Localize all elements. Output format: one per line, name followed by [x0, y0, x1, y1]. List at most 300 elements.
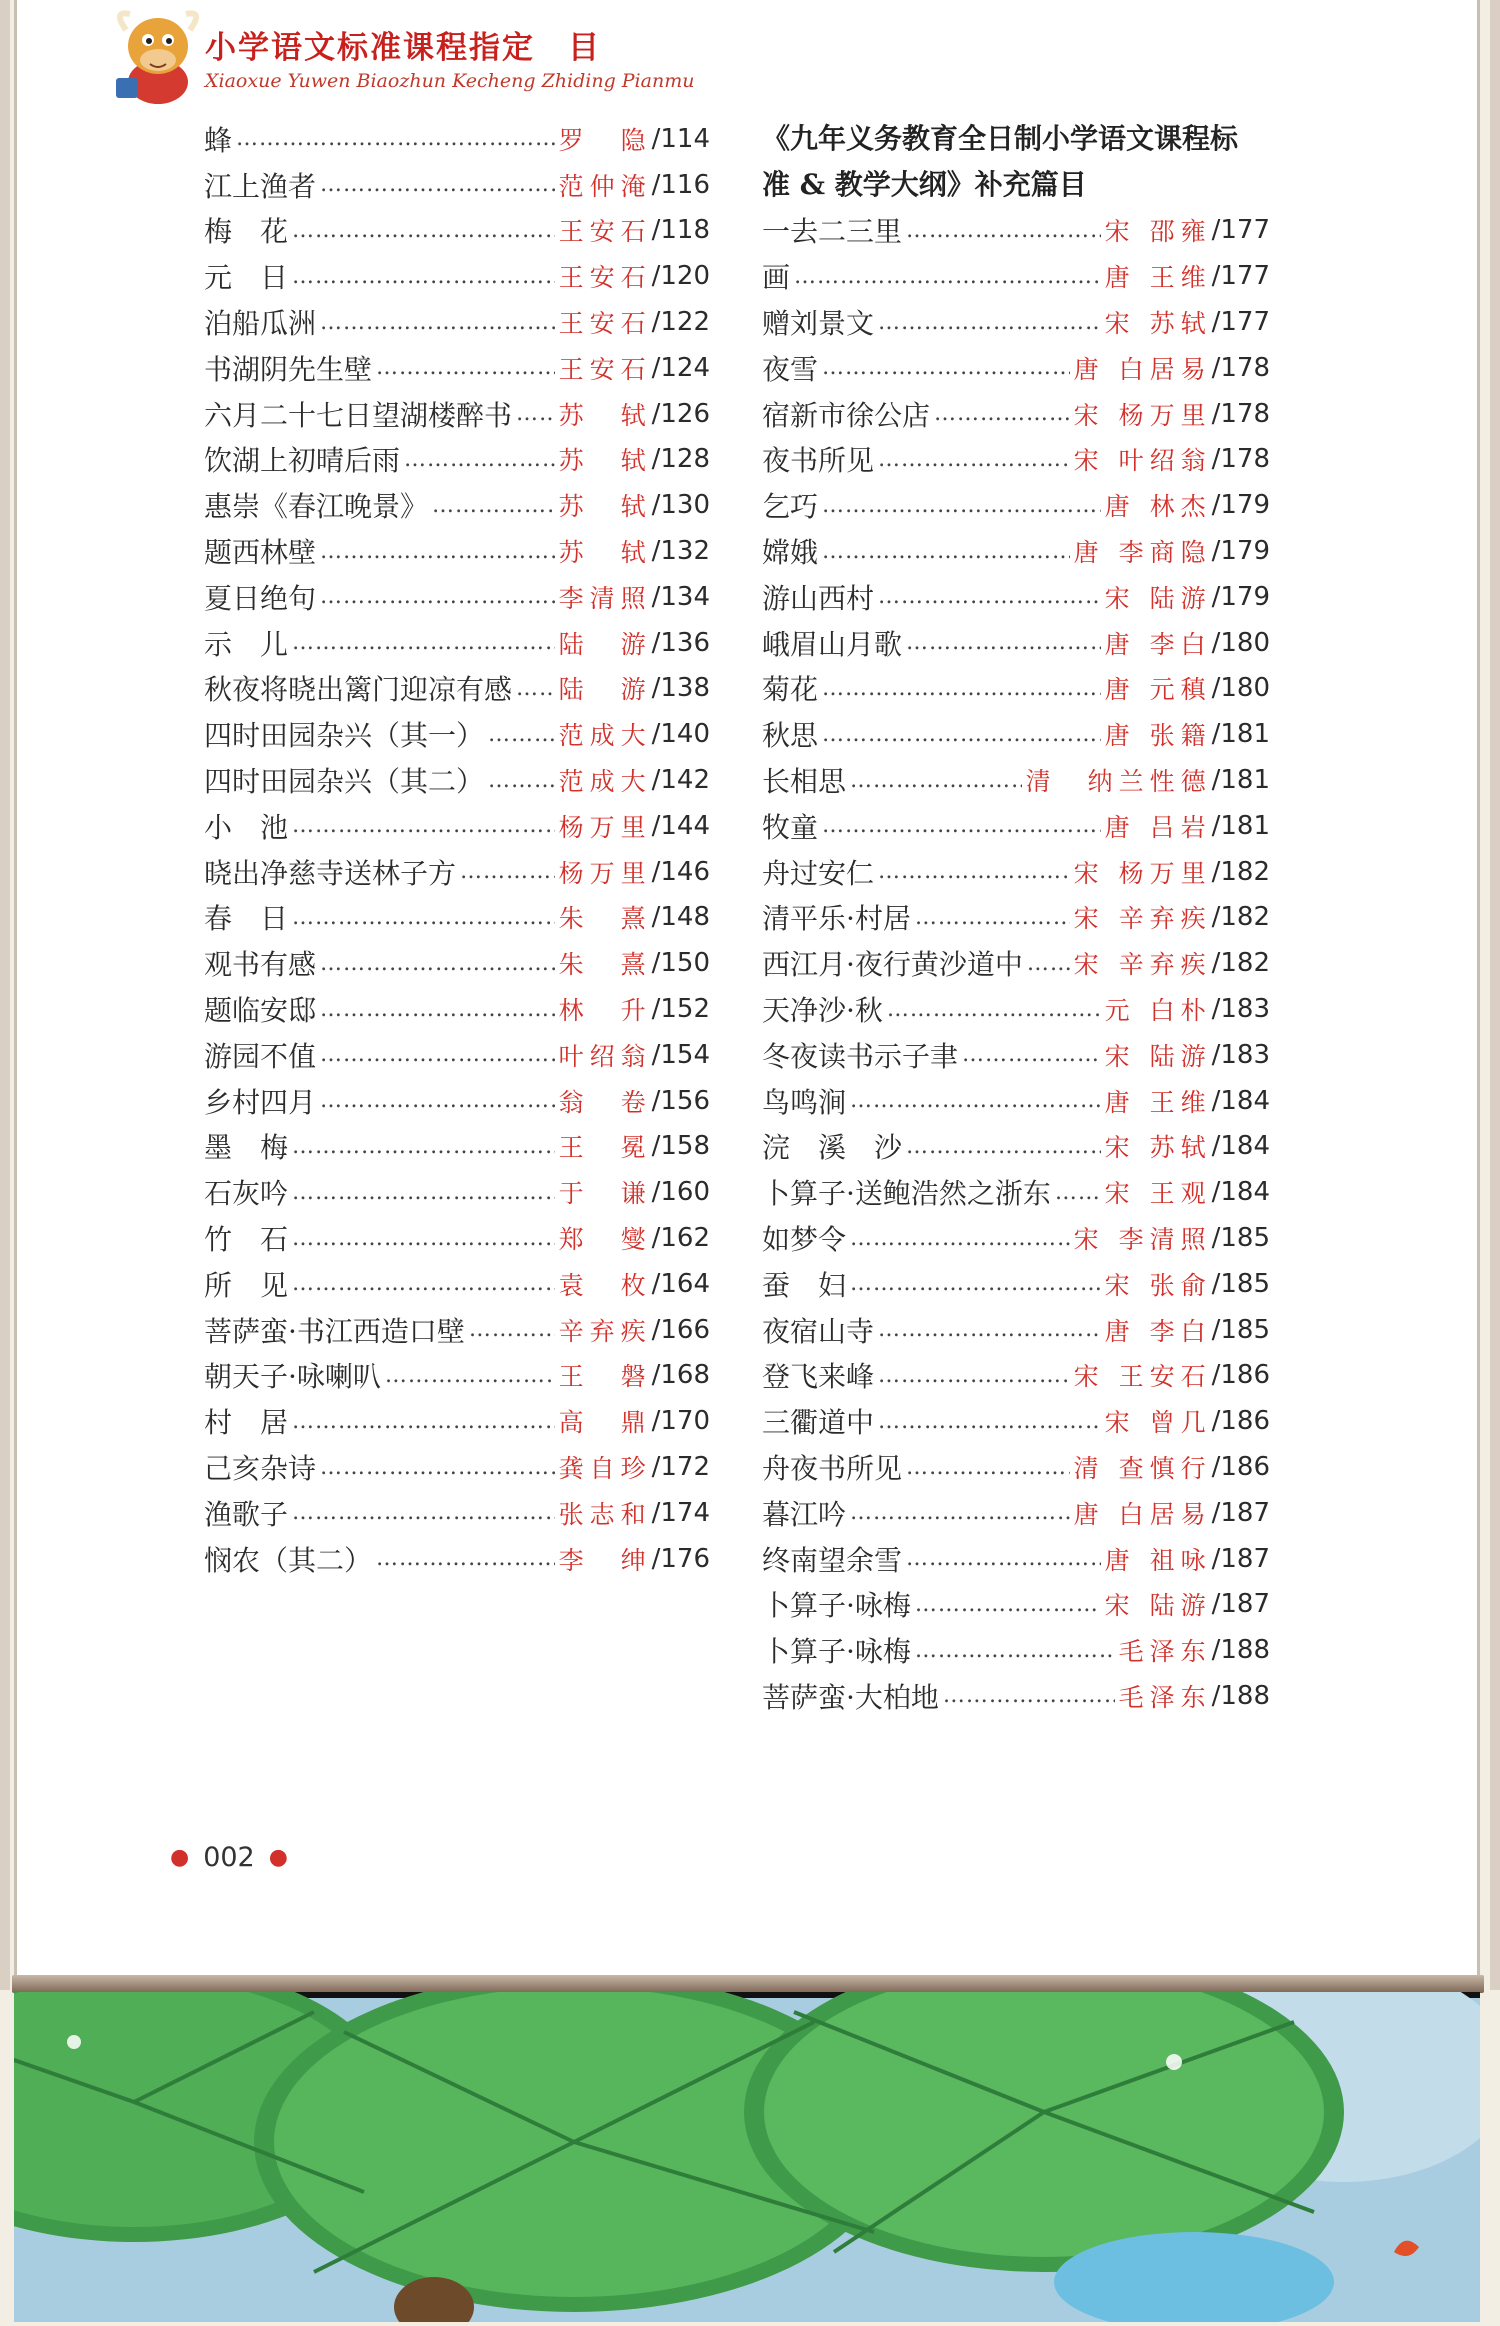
- right-toc-entry: [762, 253, 1270, 299]
- entry-author: 高 鼎: [558, 1408, 652, 1438]
- entry-title: 秋夜将晓出篱门迎凉有感: [204, 673, 513, 707]
- entry-title: 嫦娥: [762, 536, 819, 570]
- entry-page: /184: [1211, 1131, 1270, 1162]
- dot-leader: [822, 676, 1101, 701]
- entry-author: 范仲淹: [558, 171, 652, 201]
- entry-page: /185: [1211, 1314, 1270, 1345]
- dot-leader: [906, 218, 1101, 243]
- entry-author: 宋 苏轼: [1104, 309, 1212, 339]
- left-toc-entry: [204, 757, 710, 803]
- right-toc-entry: [762, 895, 1270, 941]
- entry-author: 宋 王安石: [1073, 1362, 1212, 1392]
- entry-title: 村 居: [204, 1406, 289, 1440]
- left-toc-entry: [204, 1536, 710, 1582]
- left-toc-entry: [204, 803, 710, 849]
- entry-page: /187: [1211, 1497, 1270, 1528]
- entry-page: /177: [1211, 215, 1270, 246]
- series-subtitle: Xiaoxue Yuwen Biaozhun Kecheng Zhiding Pianmu: [205, 70, 695, 92]
- entry-title: 暮江吟: [762, 1497, 847, 1531]
- right-toc-entry: [762, 1444, 1270, 1490]
- entry-page: /138: [651, 673, 710, 704]
- entry-title: 夜书所见: [762, 444, 875, 478]
- entry-page: /158: [651, 1131, 710, 1162]
- entry-author: 唐 王维: [1104, 263, 1212, 293]
- section-heading-line2: 准 & 教学大纲》补充篇目: [762, 167, 1087, 201]
- entry-page: /132: [651, 536, 710, 567]
- dot-leader: [878, 584, 1101, 609]
- entry-author: 王 冕: [558, 1133, 652, 1163]
- entry-page: /148: [651, 902, 710, 933]
- left-toc-entry: [204, 711, 710, 757]
- left-toc-entry: [204, 528, 710, 574]
- entry-author: 清 纳兰性德: [1025, 767, 1212, 797]
- entry-title: 长相思: [762, 765, 847, 799]
- entry-title: 四时田园杂兴（其一）: [204, 719, 485, 753]
- entry-author: 李清照: [558, 583, 652, 613]
- entry-page: /185: [1211, 1268, 1270, 1299]
- dot-leader: [292, 905, 555, 930]
- entry-title: 惠崇《春江晚景》: [204, 490, 429, 524]
- right-toc-entry: [762, 391, 1270, 437]
- page-number-text: 002: [203, 1842, 255, 1873]
- dot-leader: [488, 722, 555, 747]
- entry-title: 朝天子·咏喇叭: [204, 1360, 381, 1394]
- entry-page: /120: [651, 261, 710, 292]
- entry-page: /186: [1211, 1452, 1270, 1482]
- entry-author: 宋 辛弃疾: [1073, 904, 1212, 934]
- entry-title: 舟夜书所见: [762, 1452, 903, 1485]
- entry-page: /128: [651, 444, 710, 475]
- entry-page: /184: [1211, 1177, 1270, 1208]
- entry-title: 春 日: [204, 902, 289, 936]
- dot-leader: [850, 768, 1022, 793]
- dot-leader: [850, 1271, 1101, 1296]
- entry-author: 宋 陆游: [1104, 1041, 1212, 1071]
- entry-title: 夜雪: [762, 352, 819, 386]
- entry-page: /126: [651, 398, 710, 429]
- entry-author: 毛泽东: [1118, 1637, 1212, 1667]
- dot-leader: [850, 1500, 1070, 1525]
- dot-leader: [320, 172, 555, 197]
- entry-author: 范成大: [558, 721, 652, 751]
- entry-author: 杨万里: [558, 812, 652, 842]
- entry-page: /176: [651, 1543, 710, 1574]
- entry-author: 宋 辛弃疾: [1073, 950, 1212, 980]
- entry-author: 王安石: [558, 309, 652, 339]
- dot-leader: [850, 1088, 1101, 1113]
- right-toc-entry: [762, 757, 1270, 803]
- entry-title: 饮湖上初晴后雨: [204, 444, 401, 478]
- entry-author: 翁 卷: [558, 1087, 652, 1117]
- left-toc-entry: [204, 345, 710, 391]
- dot-leader: [292, 1226, 555, 1251]
- toc-left-column: [204, 116, 710, 1582]
- entry-page: /186: [1211, 1360, 1270, 1391]
- dot-leader: [292, 1180, 555, 1205]
- left-toc-entry: [204, 1444, 710, 1490]
- entry-page: /122: [651, 307, 710, 338]
- entry-author: 苏 轼: [558, 492, 652, 522]
- entry-title: 墨 梅: [204, 1131, 289, 1165]
- entry-page: /180: [1211, 673, 1270, 704]
- entry-page: /164: [651, 1268, 710, 1299]
- dot-leader: [887, 997, 1101, 1022]
- entry-author: 辛弃疾: [558, 1316, 652, 1346]
- dot-leader: [878, 859, 1070, 884]
- entry-page: /179: [1211, 536, 1270, 567]
- dot-leader: [320, 584, 555, 609]
- dot-leader: [292, 1271, 555, 1296]
- left-toc-entry: [204, 162, 710, 208]
- entry-page: /134: [651, 581, 710, 612]
- entry-page: /179: [1211, 581, 1270, 612]
- dot-leader: [292, 1409, 555, 1434]
- right-toc-entry: [762, 1398, 1270, 1444]
- left-toc-entry: [204, 482, 710, 528]
- entry-title: 梅 花: [204, 215, 289, 249]
- entry-page: /174: [651, 1497, 710, 1528]
- entry-title: 菩萨蛮·书江西造口壁: [204, 1314, 465, 1348]
- dot-leader: [292, 813, 555, 838]
- entry-title: 终南望余雪: [762, 1543, 903, 1577]
- left-toc-entry: [204, 253, 710, 299]
- entry-author: 郑 燮: [558, 1225, 652, 1255]
- entry-author: 唐 白居易: [1073, 1499, 1212, 1529]
- dot-leader: [320, 310, 555, 335]
- entry-author: 宋 陆游: [1104, 583, 1212, 613]
- entry-title: 鸟鸣涧: [762, 1085, 847, 1119]
- bullet-icon: ●: [268, 1845, 288, 1870]
- entry-title: 蜂: [204, 123, 233, 157]
- dot-leader: [469, 1317, 555, 1342]
- dot-leader: [320, 1455, 555, 1480]
- page-number: [170, 1842, 288, 1873]
- right-toc-entry: [762, 986, 1270, 1032]
- entry-page: /182: [1211, 856, 1270, 887]
- dot-leader: [292, 630, 555, 655]
- right-toc-entry: [762, 849, 1270, 895]
- entry-page: /116: [651, 169, 710, 200]
- entry-author: 叶绍翁: [558, 1041, 652, 1071]
- left-toc-entry: [204, 1078, 710, 1124]
- entry-title: 元 日: [204, 261, 289, 295]
- entry-title: 天净沙·秋: [762, 994, 883, 1028]
- entry-author: 宋 苏轼: [1104, 1133, 1212, 1163]
- entry-author: 于 谦: [558, 1179, 652, 1209]
- right-toc-entry: [762, 1627, 1270, 1673]
- right-toc-entry: [762, 345, 1270, 391]
- entry-title: 秋思: [762, 719, 819, 753]
- entry-page: /172: [651, 1452, 710, 1482]
- right-toc-entry: [762, 1261, 1270, 1307]
- entry-page: /146: [651, 856, 710, 887]
- entry-title: 悯农（其二）: [204, 1543, 373, 1577]
- dot-leader: [320, 951, 555, 976]
- entry-author: 龚自珍: [558, 1454, 652, 1483]
- entry-title: 夜宿山寺: [762, 1314, 875, 1348]
- entry-title: 己亥杂诗: [204, 1452, 317, 1485]
- entry-page: /181: [1211, 765, 1270, 796]
- left-toc-entry: [204, 849, 710, 895]
- entry-author: 毛泽东: [1118, 1682, 1212, 1712]
- entry-author: 苏 轼: [558, 538, 652, 568]
- entry-title: 峨眉山月歌: [762, 627, 903, 661]
- dot-leader: [934, 401, 1070, 426]
- entry-page: /162: [651, 1223, 710, 1254]
- entry-author: 唐 元稹: [1104, 675, 1212, 705]
- entry-page: /150: [651, 948, 710, 979]
- entry-author: 唐 张籍: [1104, 721, 1212, 751]
- dot-leader: [906, 1455, 1070, 1480]
- entry-title: 乞巧: [762, 490, 819, 524]
- entry-title: 三衢道中: [762, 1406, 875, 1440]
- entry-title: 舟过安仁: [762, 856, 875, 890]
- entry-author: 清 查慎行: [1073, 1454, 1212, 1483]
- entry-page: /177: [1211, 261, 1270, 292]
- entry-page: /124: [651, 352, 710, 383]
- entry-author: 宋 叶绍翁: [1073, 446, 1212, 476]
- entry-author: 林 升: [558, 996, 652, 1026]
- dot-leader: [822, 813, 1101, 838]
- right-toc-entry: [762, 1673, 1270, 1719]
- left-toc-entry: [204, 986, 710, 1032]
- right-toc-entry: [762, 711, 1270, 757]
- entry-author: 袁 枚: [558, 1270, 652, 1300]
- entry-author: 王 磐: [558, 1362, 652, 1392]
- ox-mascot-icon: [102, 0, 208, 108]
- entry-page: /156: [651, 1085, 710, 1116]
- right-toc-entry: [762, 437, 1270, 483]
- dot-leader: [906, 1134, 1101, 1159]
- dot-leader: [320, 539, 555, 564]
- entry-author: 宋 张俞: [1104, 1270, 1212, 1300]
- left-toc-entry: [204, 208, 710, 254]
- dot-leader: [404, 447, 555, 472]
- entry-author: 王安石: [558, 217, 652, 247]
- right-toc-entry: [762, 528, 1270, 574]
- right-toc-entry: [762, 1490, 1270, 1536]
- dot-leader: [822, 539, 1070, 564]
- right-toc-entry: [762, 803, 1270, 849]
- entry-title: 卜算子·咏梅: [762, 1635, 911, 1669]
- dot-leader: [376, 355, 555, 380]
- section-heading-line1: 《九年义务教育全日制小学语文课程标: [762, 122, 1239, 155]
- entry-page: /183: [1211, 994, 1270, 1025]
- entry-author: 罗 隐: [558, 125, 652, 155]
- right-toc-entry: [762, 299, 1270, 345]
- left-toc-entry: [204, 1261, 710, 1307]
- entry-title: 石灰吟: [204, 1177, 289, 1211]
- entry-title: 题西林壁: [204, 536, 317, 570]
- dot-leader: [915, 905, 1070, 930]
- entry-page: /179: [1211, 490, 1270, 521]
- left-toc-entry: [204, 1215, 710, 1261]
- right-toc-entry: [762, 940, 1270, 986]
- entry-page: /140: [651, 719, 710, 750]
- entry-author: 张志和: [558, 1499, 652, 1529]
- left-toc-entry: [204, 1032, 710, 1078]
- right-toc-entry: [762, 1032, 1270, 1078]
- entry-title: 小 池: [204, 810, 289, 844]
- dot-leader: [292, 218, 555, 243]
- entry-title: 书湖阴先生壁: [204, 352, 373, 386]
- entry-page: /184: [1211, 1085, 1270, 1116]
- dot-leader: [878, 1363, 1070, 1388]
- right-toc-entry: [762, 208, 1270, 254]
- entry-page: /187: [1211, 1543, 1270, 1574]
- entry-page: /180: [1211, 627, 1270, 658]
- entry-title: 泊船瓜洲: [204, 307, 317, 341]
- right-toc-entry: [762, 1215, 1270, 1261]
- left-toc-entry: [204, 116, 710, 162]
- entry-title: 西江月·夜行黄沙道中: [762, 948, 1023, 982]
- entry-author: 李 绅: [558, 1545, 652, 1575]
- right-toc-entry: [762, 666, 1270, 712]
- right-toc-entry: [762, 1536, 1270, 1582]
- entry-title: 画: [762, 261, 791, 295]
- left-toc-entry: [204, 1307, 710, 1353]
- entry-page: /187: [1211, 1589, 1270, 1620]
- dot-leader: [878, 1409, 1101, 1434]
- dot-leader: [320, 997, 555, 1022]
- entry-title: 卜算子·咏梅: [762, 1589, 911, 1623]
- entry-author: 陆 游: [558, 629, 652, 659]
- dot-leader: [822, 722, 1101, 747]
- entry-title: 渔歌子: [204, 1497, 289, 1531]
- entry-title: 题临安邸: [204, 994, 317, 1028]
- dot-leader: [432, 493, 555, 518]
- left-toc-entry: [204, 1169, 710, 1215]
- dot-leader: [516, 401, 555, 426]
- left-frame: [0, 0, 10, 1990]
- dot-leader: [376, 1546, 555, 1571]
- right-toc-entry: [762, 482, 1270, 528]
- series-title: 小学语文标准课程指定 目: [205, 30, 601, 66]
- entry-page: /160: [651, 1177, 710, 1208]
- entry-page: /185: [1211, 1223, 1270, 1254]
- right-toc-entry: [762, 1582, 1270, 1628]
- entry-page: /152: [651, 994, 710, 1025]
- entry-title: 所 见: [204, 1268, 289, 1302]
- entry-page: /130: [651, 490, 710, 521]
- entry-author: 范成大: [558, 767, 652, 797]
- lotus-pond-illustration: [14, 1992, 1480, 2322]
- entry-page: /154: [651, 1039, 710, 1070]
- entry-author: 宋 杨万里: [1073, 858, 1212, 888]
- entry-page: /188: [1211, 1680, 1270, 1711]
- entry-title: 观书有感: [204, 948, 317, 982]
- dot-leader: [822, 493, 1101, 518]
- entry-title: 蚕 妇: [762, 1268, 847, 1302]
- right-toc-entry: [762, 1353, 1270, 1399]
- left-toc-entry: [204, 574, 710, 620]
- dot-leader: [292, 1500, 555, 1525]
- entry-title: 示 儿: [204, 627, 289, 661]
- entry-author: 苏 轼: [558, 446, 652, 476]
- dot-leader: [906, 630, 1101, 655]
- entry-page: /182: [1211, 902, 1270, 933]
- entry-author: 唐 林杰: [1104, 492, 1212, 522]
- left-toc-entry: [204, 895, 710, 941]
- entry-title: 晓出净慈寺送林子方: [204, 856, 457, 890]
- dot-leader: [962, 1042, 1101, 1067]
- entry-title: 赠刘景文: [762, 307, 875, 341]
- entry-page: /118: [651, 215, 710, 246]
- entry-title: 浣 溪 沙: [762, 1131, 903, 1165]
- entry-page: /178: [1211, 352, 1270, 383]
- entry-author: 王安石: [558, 354, 652, 384]
- left-toc-entry: [204, 1124, 710, 1170]
- dot-leader: [915, 1592, 1101, 1617]
- entry-title: 菊花: [762, 673, 819, 707]
- entry-title: 一去二三里: [762, 215, 903, 249]
- entry-title: 如梦令: [762, 1223, 847, 1257]
- left-toc-entry: [204, 391, 710, 437]
- entry-author: 唐 祖咏: [1104, 1545, 1212, 1575]
- entry-title: 宿新市徐公店: [762, 398, 931, 432]
- entry-title: 菩萨蛮·大柏地: [762, 1680, 939, 1714]
- entry-title: 登飞来峰: [762, 1360, 875, 1394]
- dot-leader: [822, 355, 1070, 380]
- dot-leader: [236, 126, 555, 151]
- left-toc-entry: [204, 299, 710, 345]
- page-edge: [12, 1975, 1484, 1993]
- entry-page: /166: [651, 1314, 710, 1345]
- right-toc-entry: [762, 1124, 1270, 1170]
- entry-title: 清平乐·村居: [762, 902, 911, 936]
- dot-leader: [292, 1134, 555, 1159]
- dot-leader: [488, 768, 555, 793]
- right-toc-entry: [762, 1078, 1270, 1124]
- dot-leader: [878, 310, 1101, 335]
- dot-leader: [943, 1683, 1115, 1708]
- entry-page: /182: [1211, 948, 1270, 979]
- entry-author: 王安石: [558, 263, 652, 293]
- entry-author: 宋 曾几: [1104, 1408, 1212, 1438]
- entry-page: /181: [1211, 719, 1270, 750]
- entry-title: 游园不值: [204, 1039, 317, 1073]
- right-toc-entry: [762, 1307, 1270, 1353]
- entry-author: 陆 游: [558, 675, 652, 705]
- dot-leader: [292, 264, 555, 289]
- entry-page: /188: [1211, 1635, 1270, 1666]
- entry-page: /181: [1211, 810, 1270, 841]
- entry-author: 宋 邵雍: [1104, 217, 1212, 247]
- entry-author: 宋 李清照: [1073, 1225, 1212, 1255]
- entry-author: 宋 杨万里: [1073, 400, 1212, 430]
- dot-leader: [320, 1042, 555, 1067]
- dot-leader: [385, 1363, 555, 1388]
- entry-page: /183: [1211, 1039, 1270, 1070]
- dot-leader: [906, 1546, 1101, 1571]
- dot-leader: [850, 1226, 1070, 1251]
- entry-title: 游山西村: [762, 581, 875, 615]
- left-toc-entry: [204, 940, 710, 986]
- entry-page: /186: [1211, 1406, 1270, 1437]
- entry-title: 卜算子·送鲍浩然之浙东: [762, 1177, 1051, 1211]
- entry-title: 夏日绝句: [204, 581, 317, 615]
- left-toc-entry: [204, 437, 710, 483]
- right-toc-entry: [762, 574, 1270, 620]
- dot-leader: [460, 859, 555, 884]
- entry-page: /136: [651, 627, 710, 658]
- entry-author: 杨万里: [558, 858, 652, 888]
- dot-leader: [320, 1088, 555, 1113]
- entry-author: 朱 熹: [558, 904, 652, 934]
- entry-author: 唐 李白: [1104, 629, 1212, 659]
- toc-right-column: [762, 116, 1270, 1719]
- dot-leader: [915, 1638, 1115, 1663]
